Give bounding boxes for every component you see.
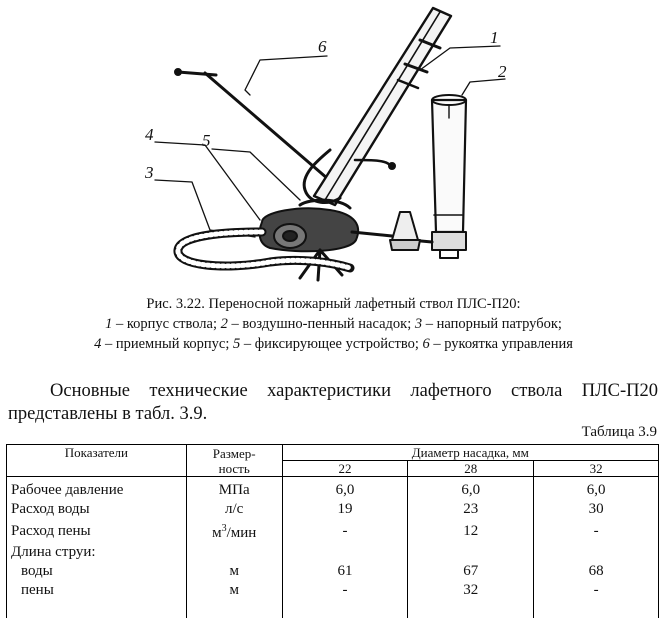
callout-6: 6: [318, 37, 327, 56]
table-row: [7, 581, 659, 618]
row-value: [408, 543, 534, 562]
callout-3: 3: [145, 163, 154, 182]
row-value: 6,0: [282, 477, 408, 501]
fire-monitor-illustration: [0, 0, 667, 290]
table-row: [7, 500, 659, 519]
row-value: [282, 543, 408, 562]
row-value: 6,0: [534, 477, 659, 501]
row-value: -: [534, 581, 659, 618]
row-value: 19: [282, 500, 408, 519]
callout-5: 5: [202, 131, 211, 150]
row-label: Расход воды: [7, 500, 187, 519]
receiving-body-drawing: [260, 200, 392, 280]
table-row: [7, 477, 659, 501]
callout-2: 2: [498, 62, 507, 81]
header-diameter-22: 22: [282, 461, 408, 477]
row-label: Рабочее давление: [7, 477, 187, 501]
row-unit: МПа: [186, 477, 282, 501]
row-label: Расход пены: [7, 519, 187, 543]
figure-caption-legend-2: 4 – приемный корпус; 5 – фиксирующее устройство; 6 – рукоятка управления: [94, 336, 573, 352]
row-value: -: [534, 519, 659, 543]
table-row: [7, 543, 659, 562]
row-value: 23: [408, 500, 534, 519]
row-unit: [186, 543, 282, 562]
body-paragraph-line-1: Основные технические характеристики лафетного ствола ПЛС-П20: [50, 381, 658, 401]
row-value: 6,0: [408, 477, 534, 501]
header-unit: Размер- ность: [186, 445, 282, 477]
row-label: воды: [7, 562, 187, 581]
row-value: 12: [408, 519, 534, 543]
row-value: -: [282, 519, 408, 543]
header-diameter: Диаметр насадка, мм: [282, 445, 658, 461]
row-value: -: [282, 581, 408, 618]
row-value: 32: [408, 581, 534, 618]
characteristics-table: [6, 444, 659, 618]
row-value: 61: [282, 562, 408, 581]
row-value: 68: [534, 562, 659, 581]
table-row: [7, 519, 659, 543]
body-paragraph-line-2: представлены в табл. 3.9.: [8, 404, 208, 424]
figure-caption-legend-1: 1 – корпус ствола; 2 – воздушно-пенный насадок; 3 – напорный патрубок;: [105, 316, 562, 332]
row-unit: $м^3$/мин: [186, 519, 282, 543]
row-unit: м: [186, 562, 282, 581]
row-unit: л/с: [186, 500, 282, 519]
figure-caption-title: Рис. 3.22. Переносной пожарный лафетный ствол ПЛС-П20:: [146, 296, 521, 312]
header-indicator: Показатели: [7, 445, 187, 477]
foam-nozzle-drawing: [390, 95, 466, 258]
header-diameter-32: 32: [534, 461, 659, 477]
row-value: [534, 543, 659, 562]
row-value: 30: [534, 500, 659, 519]
callout-1: 1: [490, 28, 499, 47]
row-unit: м: [186, 581, 282, 618]
table-label: Таблица 3.9: [581, 424, 657, 440]
table-row: [7, 562, 659, 581]
row-label: Длина струи:: [7, 543, 187, 562]
row-label: пены: [7, 581, 187, 618]
header-diameter-28: 28: [408, 461, 534, 477]
row-value: 67: [408, 562, 534, 581]
callout-4: 4: [145, 125, 154, 144]
